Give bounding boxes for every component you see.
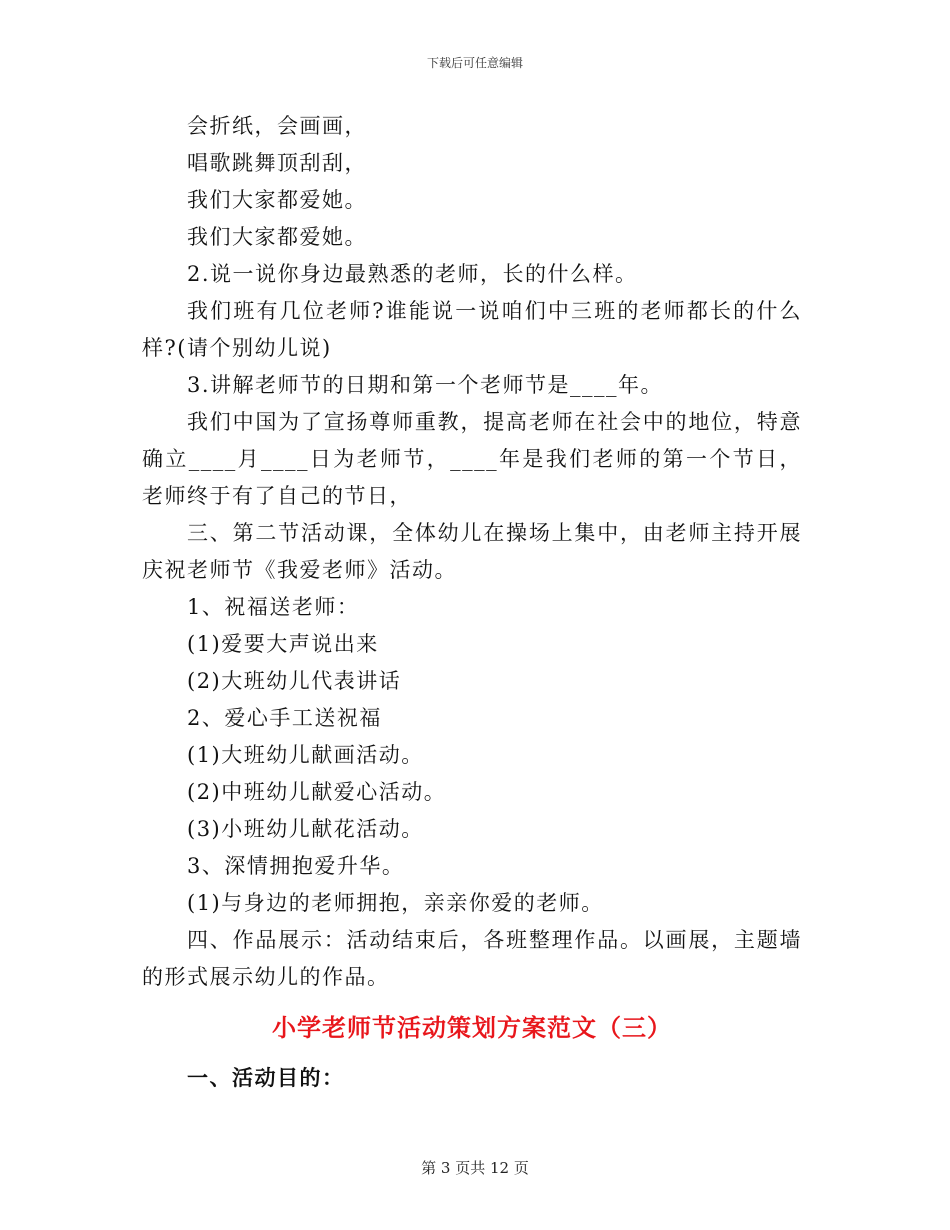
page-header: 下载后可任意编辑 bbox=[426, 56, 523, 70]
page-footer: 第 3 页共 12 页 bbox=[421, 1159, 529, 1177]
list-item: 1、祝福送老师： bbox=[187, 595, 360, 619]
list-item: (2)大班幼儿代表讲话 bbox=[187, 669, 402, 693]
step-2-heading: 2.说一说你身边最熟悉的老师，长的什么样。 bbox=[187, 262, 638, 286]
step-2-paragraph: 我们班有几位老师?谁能说一说咱们中三班的老师都长的什么样?(请个别幼儿说) bbox=[142, 299, 802, 360]
list-item: (2)中班幼儿献爱心活动。 bbox=[187, 780, 447, 804]
step-3-heading: 3.讲解老师节的日期和第一个老师节是____年。 bbox=[187, 373, 664, 397]
poem-line-3: 我们大家都爱她。 bbox=[187, 188, 367, 212]
list-item: 3、深情拥抱爱升华。 bbox=[187, 854, 405, 878]
part-4-paragraph: 四、作品展示：活动结束后，各班整理作品。以画展，主题墙的形式展示幼儿的作品。 bbox=[142, 928, 802, 989]
list-item: (3)小班幼儿献花活动。 bbox=[187, 817, 424, 841]
poem-line-4: 我们大家都爱她。 bbox=[187, 225, 367, 249]
list-item: (1)与身边的老师拥抱，亲亲你爱的老师。 bbox=[187, 891, 604, 915]
step-3-paragraph: 我们中国为了宣扬尊师重教，提高老师在社会中的地位，特意确立____月____日为老师节，____年是我们老师的第一个节日，老师终于有了自己的节日， bbox=[142, 410, 802, 508]
part-3-paragraph: 三、第二节活动课，全体幼儿在操场上集中，由老师主持开展庆祝老师节《我爱老师》活动。 bbox=[142, 521, 802, 582]
list-item: (1)爱要大声说出来 bbox=[187, 632, 379, 656]
list-item: (1)大班幼儿献画活动。 bbox=[187, 743, 424, 767]
section-title: 小学老师节活动策划方案范文（三） bbox=[272, 1013, 672, 1042]
poem-line-1: 会折纸，会画画， bbox=[187, 114, 367, 138]
document-body bbox=[142, 108, 802, 1102]
poem-line-2: 唱歌跳舞顶刮刮， bbox=[187, 151, 367, 175]
list-item: 2、爱心手工送祝福 bbox=[187, 706, 382, 730]
subsection-title: 一、活动目的： bbox=[187, 1065, 345, 1090]
